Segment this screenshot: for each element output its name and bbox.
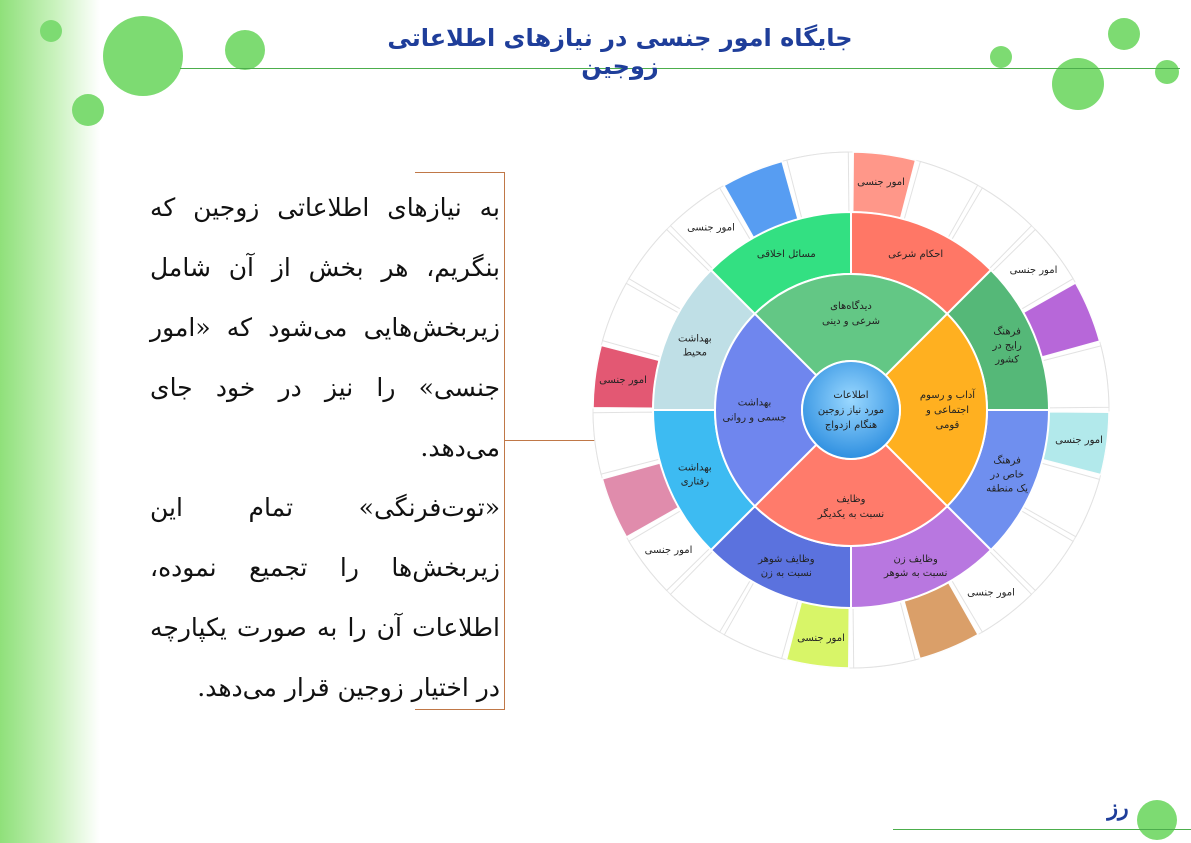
inner-ring-label: اجتماعی و	[925, 405, 970, 416]
petal-label: امور جنسی	[599, 374, 647, 386]
outer-ring-label: وظایف شوهر	[758, 554, 815, 566]
inner-ring-label: شرعی و دینی	[822, 316, 880, 327]
inner-ring-label: دیدگاه‌های	[830, 301, 872, 312]
inner-ring-label: نسبت به یکدیگر	[817, 509, 885, 520]
petal-label: امور جنسی	[797, 633, 845, 645]
outer-ring-label: فرهنگ	[993, 455, 1021, 467]
inner-ring-label: آداب و رسوم	[919, 390, 976, 401]
inner-ring-label: جسمی و روانی	[722, 412, 787, 424]
page-title: جایگاه امور جنسی در نیازهای اطلاعاتی زوجین	[387, 24, 853, 80]
outer-ring-label: محیط	[682, 347, 708, 359]
outer-ring-label: فرهنگ	[993, 326, 1021, 338]
center-label: مورد نیاز زوجین	[817, 405, 885, 416]
body-paragraph: «توت‌فرنگی» تمام این زیربخش‌ها را تجمیع نموده، اطلاعات آن را به صورت یکپارچه در اختیار زوجین قرار می‌دهد.	[150, 493, 500, 702]
logo-text: رز	[1107, 795, 1129, 821]
outer-ring-label: رفتاری	[680, 476, 710, 488]
petal-label: امور جنسی	[857, 176, 905, 188]
petal-label: امور جنسی	[1055, 435, 1103, 447]
petal-label: امور جنسی	[687, 222, 735, 234]
inner-ring-label: قومی	[935, 420, 960, 431]
outer-ring-label: مسائل اخلاقی	[756, 248, 816, 260]
outer-ring-label: بهداشت	[678, 462, 712, 474]
petal-label: امور جنسی	[967, 587, 1015, 599]
outer-ring-label: نسبت به شوهر	[883, 568, 948, 580]
outer-ring-label: وظایف زن	[893, 554, 938, 566]
outer-ring-label: بهداشت	[678, 333, 712, 345]
center-label: اطلاعات	[833, 390, 869, 401]
outer-ring-label: کشور	[995, 354, 1019, 366]
body-paragraph: به نیازهای اطلاعاتی زوجین که بنگریم، هر بخش از آن شامل زیربخش‌هایی می‌شود که «امور جنسی» را نیز در خود جای می‌دهد.	[150, 193, 500, 462]
outer-ring-label: رایج در	[992, 340, 1022, 352]
petal-label: امور جنسی	[1009, 264, 1058, 276]
outer-ring-label: یک منطقه	[986, 483, 1029, 495]
center-label: هنگام ازدواج	[824, 420, 878, 431]
outer-ring-label: نسبت به زن	[760, 568, 812, 580]
petal-label: امور جنسی	[644, 545, 693, 557]
outer-ring-label: خاص در	[990, 469, 1025, 481]
inner-ring-label: وظایف	[836, 494, 866, 505]
inner-ring-label: بهداشت	[737, 397, 772, 409]
outer-ring-label: احکام شرعی	[888, 248, 944, 260]
